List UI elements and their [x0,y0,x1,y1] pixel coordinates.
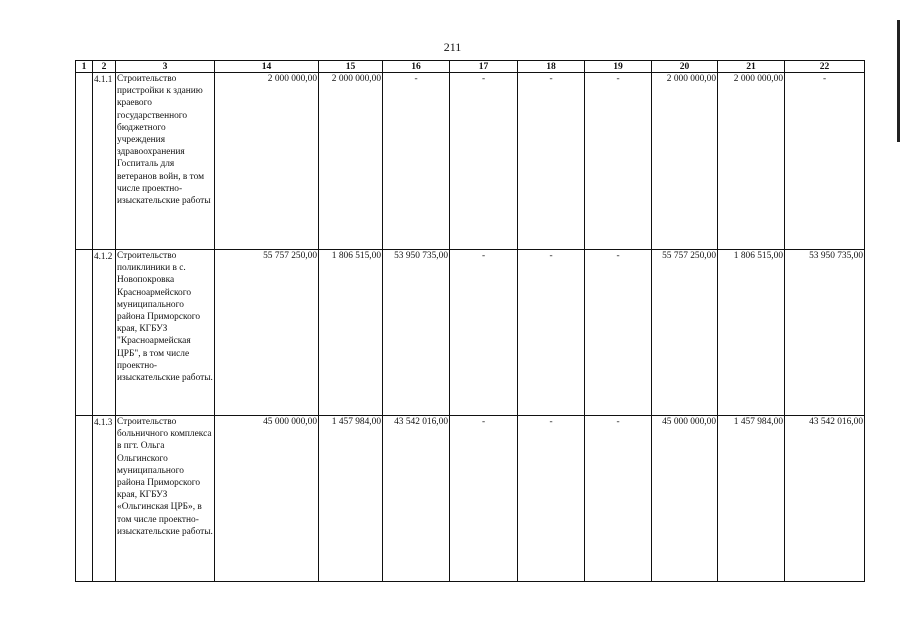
cell-col-22: 53 950 735,00 [785,250,865,416]
cell-col-18: - [518,250,585,416]
cell-col-14: 55 757 250,00 [215,250,319,416]
item-name: Строительство поликлиники в с. Новопокровка Красноармейского муниципального района Приморского края, КГБУЗ "Красноармейская ЦРБ", в том числе проектно-изыскательские работы. [116,250,215,416]
cell-col-18: - [518,73,585,250]
item-name: Строительство больничного комплекса в пгт. Ольга Ольгинского муниципального района Приморского края, КГБУЗ «Ольгинская ЦРБ», в том числе проектно-изыскательские работы. [116,416,215,582]
cell-col-20: 45 000 000,00 [652,416,718,582]
row-index-cell [76,73,93,250]
item-name: Строительство пристройки к зданию краевого государственного бюджетного учреждения здравоохранения Госпиталь для ветеранов войн, в том числе проектно-изыскательские работы [116,73,215,250]
cell-col-16: 53 950 735,00 [383,250,450,416]
budget-table [75,60,865,582]
cell-col-20: 55 757 250,00 [652,250,718,416]
cell-col-19: - [585,73,652,250]
header-cell: 22 [785,61,865,73]
cell-col-20: 2 000 000,00 [652,73,718,250]
cell-col-21: 1 806 515,00 [718,250,785,416]
item-code: 4.1.1 [93,73,116,250]
item-code: 4.1.2 [93,250,116,416]
cell-col-21: 2 000 000,00 [718,73,785,250]
cell-col-22: 43 542 016,00 [785,416,865,582]
cell-col-14: 2 000 000,00 [215,73,319,250]
cell-col-19: - [585,416,652,582]
table-row [76,416,865,582]
cell-col-15: 2 000 000,00 [319,73,383,250]
cell-col-19: - [585,250,652,416]
row-index-cell [76,416,93,582]
header-row [76,61,865,73]
cell-col-16: 43 542 016,00 [383,416,450,582]
header-cell: 1 [76,61,93,73]
row-index-cell [76,250,93,416]
table-row [76,250,865,416]
header-cell: 18 [518,61,585,73]
header-cell: 2 [93,61,116,73]
cell-col-22: - [785,73,865,250]
page-number: 211 [443,40,462,54]
header-cell: 14 [215,61,319,73]
table-row [76,73,865,250]
cell-col-17: - [450,250,518,416]
cell-col-15: 1 457 984,00 [319,416,383,582]
cell-col-17: - [450,73,518,250]
scan-edge-mark [897,20,900,142]
header-cell: 16 [383,61,450,73]
header-cell: 19 [585,61,652,73]
cell-col-15: 1 806 515,00 [319,250,383,416]
cell-col-18: - [518,416,585,582]
item-code: 4.1.3 [93,416,116,582]
cell-col-14: 45 000 000,00 [215,416,319,582]
cell-col-21: 1 457 984,00 [718,416,785,582]
header-cell: 20 [652,61,718,73]
cell-col-16: - [383,73,450,250]
header-cell: 3 [116,61,215,73]
header-cell: 21 [718,61,785,73]
cell-col-17: - [450,416,518,582]
header-cell: 15 [319,61,383,73]
header-cell: 17 [450,61,518,73]
